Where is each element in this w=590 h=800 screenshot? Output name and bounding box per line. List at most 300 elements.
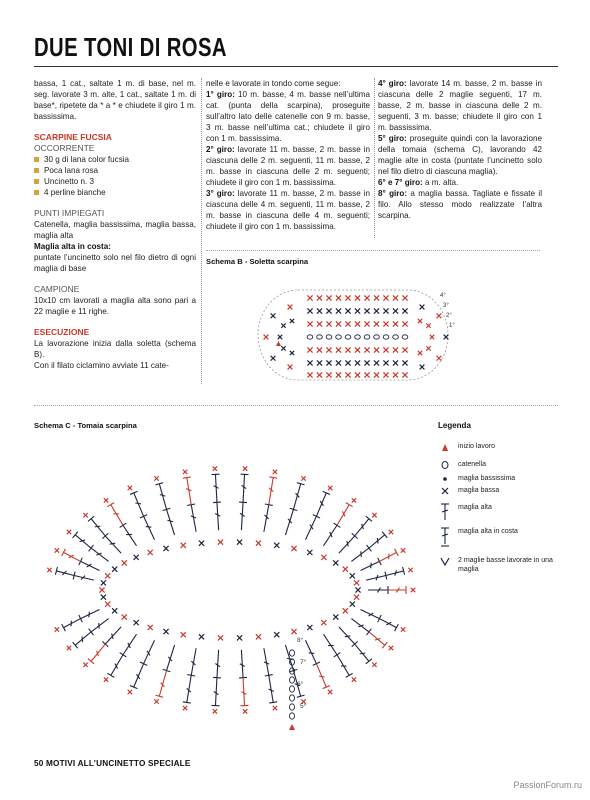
single-crochet-symbol <box>336 295 341 300</box>
double-crochet-symbol <box>351 545 371 562</box>
single-crochet-symbol <box>317 321 322 326</box>
double-crochet-symbol <box>89 545 109 562</box>
round-label: 3° <box>443 303 449 309</box>
stitch-stem <box>241 650 243 678</box>
column-divider <box>201 78 202 384</box>
single-crochet-symbol <box>345 347 350 352</box>
single-crochet-symbol <box>364 295 369 300</box>
stitch-top <box>183 477 191 478</box>
double-crochet-symbol <box>73 572 94 581</box>
single-crochet-symbol <box>183 470 187 474</box>
chain-symbol <box>317 335 323 339</box>
chain-symbol <box>290 704 295 710</box>
single-crochet-symbol <box>181 632 186 637</box>
single-crochet-symbol <box>213 466 217 470</box>
stitch-bar <box>347 541 349 546</box>
double-crochet-symbol <box>73 632 91 648</box>
stitch-stem <box>379 619 396 628</box>
single-crochet-symbol <box>307 550 312 555</box>
single-crochet-symbol <box>374 360 379 365</box>
single-crochet-symbol <box>374 372 379 377</box>
single-crochet-symbol <box>389 530 393 534</box>
double-crochet-symbol <box>337 655 353 678</box>
stitch-top <box>334 653 341 657</box>
stitch-stem <box>369 632 385 645</box>
triangle-icon <box>438 442 452 454</box>
stitch-stem <box>339 536 355 553</box>
stitch-stem <box>144 516 155 539</box>
schema-b-diagram <box>250 280 470 390</box>
single-crochet-symbol <box>148 550 153 555</box>
single-crochet-symbol <box>383 372 388 377</box>
single-crochet-symbol <box>317 360 322 365</box>
stitch-top <box>107 673 114 677</box>
round-label: 5° giro: <box>378 134 407 143</box>
single-crochet-symbol <box>301 476 305 480</box>
double-crochet-symbol <box>140 640 155 665</box>
single-crochet-symbol <box>402 295 407 300</box>
stitch-top <box>346 503 353 507</box>
stitch-stem <box>144 640 155 663</box>
round-1 <box>206 89 370 144</box>
stitch-stem <box>361 609 380 618</box>
stitch-stem <box>323 634 337 655</box>
legend-label: maglia bassa <box>458 487 500 494</box>
single-crochet-symbol <box>354 595 359 600</box>
single-crochet-symbol <box>317 295 322 300</box>
legend-item <box>438 556 554 574</box>
double-crochet-symbol <box>155 671 166 698</box>
stitch-stem <box>134 493 144 516</box>
stitch-stem <box>111 655 123 676</box>
magazine-name: MOTIVI ALL’UNCINETTO SPECIALE <box>46 759 191 768</box>
single-crochet-symbol <box>408 568 412 572</box>
double-crochet-symbol <box>140 515 155 540</box>
list-item: 30 g di lana color fucsia <box>34 154 196 165</box>
v-increase-icon <box>438 556 452 568</box>
single-crochet-symbol <box>101 595 106 600</box>
single-crochet-symbol <box>364 321 369 326</box>
round-6-7 <box>378 177 542 188</box>
single-crochet-symbol <box>218 635 223 640</box>
double-crochet-symbol <box>285 508 297 535</box>
schema-c-diagram <box>40 440 420 745</box>
stitch-stem <box>75 632 91 645</box>
stitch-top <box>395 624 399 631</box>
stitch-bar <box>135 503 141 504</box>
single-crochet-symbol <box>321 555 326 560</box>
single-crochet-symbol <box>354 580 359 585</box>
single-crochet-symbol <box>99 587 104 592</box>
round-8 <box>378 188 542 221</box>
legend-item <box>438 474 554 486</box>
single-crochet-symbol <box>430 335 434 339</box>
single-crochet-symbol <box>336 372 341 377</box>
double-crochet-symbol <box>305 640 320 665</box>
special-stitch-text: puntate l’uncinetto solo nel filo dietro di ogni maglia di base <box>34 253 196 273</box>
chain-symbol <box>307 335 313 339</box>
stitch-stem <box>339 627 355 644</box>
single-crochet-symbol <box>336 308 341 313</box>
list-item: Uncinetto n. 3 <box>34 176 196 187</box>
col1-intro: bassa, 1 cat., saltate 1 m. di base, nel m. seg. lavorate 3 m. alte, 1 cat., saltate 1 m. di base*, ripetete da * a * e chiudete il giro 1 m. bassissima. <box>34 79 196 121</box>
double-crochet-symbol <box>73 532 91 548</box>
double-crochet-symbol <box>366 572 387 581</box>
single-crochet-symbol <box>393 308 398 313</box>
double-crochet-symbol <box>55 567 74 575</box>
double-crochet-symbol <box>163 508 175 535</box>
double-crochet-symbol <box>239 502 247 530</box>
stitch-bar <box>89 612 90 618</box>
single-crochet-symbol <box>418 319 422 323</box>
single-crochet-symbol <box>128 690 132 694</box>
stitch-stem <box>123 525 137 546</box>
single-crochet-symbol <box>402 372 407 377</box>
single-crochet-symbol <box>345 295 350 300</box>
single-crochet-symbol <box>355 321 360 326</box>
legend-item <box>438 503 554 523</box>
single-crochet-symbol <box>393 360 398 365</box>
double-crochet-symbol <box>264 504 273 532</box>
single-crochet-symbol <box>374 321 379 326</box>
legend-label: 2 maglie basse lavorate in una maglia <box>458 557 553 573</box>
single-crochet-symbol <box>364 347 369 352</box>
materials-heading: OCCORRENTE <box>34 143 95 153</box>
single-crochet-symbol <box>420 305 425 310</box>
legend-item <box>438 460 554 472</box>
stitch-top <box>269 702 277 703</box>
stitch-stem <box>293 484 300 510</box>
double-crochet-symbol <box>155 483 166 510</box>
stitch-stem <box>215 678 216 706</box>
single-crochet-symbol <box>112 567 117 572</box>
single-crochet-symbol <box>317 372 322 377</box>
stitch-top <box>89 629 94 635</box>
double-crochet-symbol <box>361 558 382 571</box>
stitch-stem <box>241 502 243 530</box>
schema-c-caption: Schema C - Tomaia scarpina <box>34 421 137 430</box>
double-crochet-symbol <box>211 678 219 706</box>
single-crochet-symbol <box>355 587 360 592</box>
execution-text-1: La lavorazione inizia dalla soletta (schema B). <box>34 339 196 359</box>
round-label: 3° giro: <box>206 189 235 198</box>
page-title: DUE TONI DI ROSA <box>34 32 227 62</box>
single-crochet-symbol <box>243 466 247 470</box>
single-crochet-symbol <box>437 356 442 361</box>
list-item: 4 perline bianche <box>34 187 196 198</box>
single-crochet-symbol <box>154 699 158 703</box>
execution-text-2: Con il filato ciclamino avviate 11 cate- <box>34 361 169 370</box>
stitch-stem <box>123 634 137 655</box>
single-crochet-symbol <box>213 709 217 713</box>
single-crochet-symbol <box>264 335 269 340</box>
chain-symbol <box>383 335 389 339</box>
single-crochet-symbol <box>104 677 108 681</box>
stitch-stem <box>159 671 166 697</box>
title-rule <box>34 66 558 67</box>
double-crochet-symbol <box>89 619 109 636</box>
chain-symbol <box>345 335 351 339</box>
single-crochet-symbol <box>271 356 276 361</box>
stitch-stem <box>355 644 369 661</box>
double-crochet-symbol <box>88 644 105 664</box>
start-triangle-icon <box>289 724 295 730</box>
double-crochet-symbol <box>130 491 144 516</box>
legend-label: maglia bassissima <box>458 475 516 482</box>
schema-b-top-rule <box>206 250 540 251</box>
stitch-stem <box>105 536 121 553</box>
legend-title: Legenda <box>438 421 471 430</box>
stitch-bar <box>360 653 366 654</box>
single-crochet-symbol <box>326 295 331 300</box>
single-crochet-symbol <box>237 635 242 640</box>
double-crochet-symbol <box>213 502 221 530</box>
chain-symbol <box>290 713 295 719</box>
stitch-stem <box>379 552 396 561</box>
stitch-bar <box>345 636 351 637</box>
col2-intro: nelle e lavorate in tondo come segue: <box>206 79 341 88</box>
stitch-bar <box>110 543 116 544</box>
stitch-stem <box>187 478 191 505</box>
double-crochet-symbol <box>368 586 388 594</box>
dot-icon <box>438 474 452 486</box>
double-crochet-symbol <box>130 664 144 689</box>
round-label: 8° <box>297 637 304 644</box>
stitch-top <box>346 673 353 677</box>
single-crochet-symbol <box>122 560 127 565</box>
single-crochet-symbol <box>307 308 312 313</box>
single-crochet-symbol <box>291 629 296 634</box>
stitch-stem <box>285 645 293 671</box>
single-crochet-symbol <box>411 588 415 592</box>
legend-item <box>438 527 554 549</box>
stitch-stem <box>91 519 105 536</box>
stitch-stem <box>134 664 144 687</box>
double-crochet-symbol <box>323 634 340 657</box>
legend-label: maglia alta in costa <box>458 528 518 535</box>
text-column-1 <box>34 78 196 371</box>
single-crochet-symbol <box>83 513 87 517</box>
double-crochet-symbol <box>269 477 277 505</box>
single-crochet-symbol <box>181 543 186 548</box>
round-label: 4° giro: <box>378 79 407 88</box>
double-crochet-symbol <box>264 648 273 676</box>
stitch-bar <box>82 636 83 642</box>
single-crochet-symbol <box>328 690 332 694</box>
watermark: PassionForum.ru <box>513 780 582 790</box>
chain-symbol <box>364 335 370 339</box>
chain-symbol <box>374 335 380 339</box>
single-crochet-symbol <box>393 321 398 326</box>
single-crochet-symbol <box>355 347 360 352</box>
text-column-3 <box>378 78 542 221</box>
single-crochet-symbol <box>402 347 407 352</box>
round-label: 4° <box>440 293 446 299</box>
single-crochet-symbol <box>134 620 139 625</box>
single-crochet-symbol <box>343 608 348 613</box>
stitch-bar <box>371 563 372 569</box>
round-label: 2° giro: <box>206 145 235 154</box>
single-crochet-symbol <box>128 486 132 490</box>
single-crochet-symbol <box>336 347 341 352</box>
single-crochet-symbol <box>352 677 356 681</box>
double-crochet-symbol <box>323 523 340 546</box>
single-crochet-symbol <box>333 560 338 565</box>
single-crochet-symbol <box>112 608 117 613</box>
single-crochet-symbol <box>383 308 388 313</box>
single-crochet-symbol <box>105 573 110 578</box>
single-crochet-symbol <box>281 346 285 350</box>
round-label: 6° <box>297 681 304 688</box>
stitch-top <box>62 624 66 631</box>
stitch-stem <box>217 650 219 678</box>
single-crochet-symbol <box>243 709 247 713</box>
single-crochet-symbol <box>199 634 204 639</box>
double-crochet-symbol <box>369 632 387 648</box>
double-crochet-symbol <box>355 516 372 536</box>
single-crochet-symbol <box>67 530 71 534</box>
stitch-stem <box>159 484 166 510</box>
stitch-stem <box>305 516 316 539</box>
single-crochet-symbol <box>122 614 127 619</box>
legend-label: maglia alta <box>458 504 492 511</box>
single-crochet-symbol <box>437 313 442 318</box>
double-crochet-symbol <box>379 619 398 632</box>
single-crochet-symbol <box>55 548 59 552</box>
double-crochet-symbol <box>187 648 196 676</box>
chain-symbol <box>290 650 295 656</box>
single-crochet-symbol <box>345 308 350 313</box>
special-stitch-title: Maglia alta in costa: <box>34 242 111 251</box>
single-crochet-symbol <box>345 321 350 326</box>
single-crochet-symbol <box>333 614 338 619</box>
double-crochet-symbol <box>163 645 175 672</box>
stitch-stem <box>337 505 349 526</box>
single-crochet-symbol <box>393 295 398 300</box>
single-crochet-symbol <box>350 602 355 607</box>
execution-heading: ESECUZIONE <box>34 327 90 337</box>
single-crochet-symbol <box>256 541 261 546</box>
single-crochet-symbol <box>355 360 360 365</box>
single-crochet-symbol <box>343 567 348 572</box>
round-text: lavorate 11 m. basse, 2 m. basse in ciascuna delle 4 m. seguenti, 11 m. basse, 2 m. basse in ciascuna delle 4 m. seguenti; chiudete il giro con 1 m. bassissima. <box>206 189 370 231</box>
single-crochet-symbol <box>402 360 407 365</box>
double-crochet-symbol <box>339 627 358 647</box>
round-text: lavorate 14 m. basse, 2 m. basse in ciascuna delle 2 maglie seguenti, 17 m. basse, 2 m. basse in ciascuna delle 2 m. seguenti, 3 m. basse; chiudete il giro con 1 m. bassissima. <box>378 79 543 132</box>
stitch-stem <box>105 627 121 644</box>
double-crochet-symbol <box>88 516 105 536</box>
tall-stitch-icon <box>438 503 452 523</box>
stitch-stem <box>64 552 81 561</box>
double-crochet-symbol <box>62 619 81 632</box>
single-crochet-symbol <box>163 629 168 634</box>
stitch-stem <box>361 561 380 570</box>
round-2 <box>206 144 370 188</box>
single-crochet-symbol <box>326 372 331 377</box>
double-crochet-symbol <box>213 650 221 678</box>
double-crochet-symbol <box>79 609 100 622</box>
single-crochet-symbol <box>199 541 204 546</box>
round-text: 10 m. basse, 4 m. basse nell’ultima cat. (punta della scarpina), proseguite sull’altro lato delle catenelle con 9 m. basse, 3 m. basse nell’ultima cat.; chiudete il giro con 1 m. bassissima. <box>206 90 370 143</box>
list-item: Poca lana rosa <box>34 165 196 176</box>
double-crochet-symbol <box>355 644 372 664</box>
stitches-heading: PUNTI IMPIEGATI <box>34 208 105 218</box>
gauge-heading: CAMPIONE <box>34 284 80 294</box>
stitch-stem <box>111 505 123 526</box>
stitch-top <box>62 549 66 556</box>
round-label: 6° e 7° giro: <box>378 178 423 187</box>
single-crochet-symbol <box>401 627 405 631</box>
stitch-bar <box>146 527 152 528</box>
double-crochet-symbol <box>107 503 123 526</box>
double-crochet-symbol <box>183 675 191 703</box>
single-crochet-symbol <box>134 555 139 560</box>
stitch-stem <box>91 619 109 632</box>
text-column-2 <box>206 78 370 232</box>
stitch-stem <box>323 525 337 546</box>
single-crochet-symbol <box>67 646 71 650</box>
round-label: 5° <box>300 703 307 710</box>
single-crochet-symbol <box>350 573 355 578</box>
schema-c-top-rule <box>34 405 558 406</box>
single-crochet-symbol <box>307 625 312 630</box>
single-crochet-symbol <box>271 313 276 318</box>
double-crochet-symbol <box>316 664 330 689</box>
stitch-stem <box>81 561 100 570</box>
double-crochet-symbol <box>293 483 304 510</box>
sole-outline <box>258 290 448 380</box>
column-divider <box>374 78 375 238</box>
stitch-stem <box>243 678 244 706</box>
stitch-stem <box>269 675 273 702</box>
single-crochet-symbol <box>401 548 405 552</box>
double-crochet-symbol <box>269 675 278 703</box>
single-crochet-symbol <box>274 632 279 637</box>
double-crochet-symbol <box>388 586 406 594</box>
stitch-stem <box>91 548 109 561</box>
double-crochet-symbol <box>369 532 387 548</box>
single-crochet-symbol <box>290 351 294 355</box>
double-crochet-symbol <box>386 567 405 576</box>
single-crochet-symbol <box>355 295 360 300</box>
double-crochet-symbol <box>120 523 137 546</box>
stitch-stem <box>337 655 349 676</box>
round-text: lavorate 11 m. basse, 2 m. basse in ciascuna delle 2 m. seguenti, 11 m. basse, 2 m. basse in ciascuna delle 2 m. seguenti; chiudete il giro con 1 m. bassissima. <box>206 145 370 187</box>
single-crochet-symbol <box>393 347 398 352</box>
single-crochet-symbol <box>291 546 296 551</box>
single-crochet-symbol <box>307 347 312 352</box>
stitch-bar <box>112 634 114 639</box>
stitch-bar <box>309 653 315 654</box>
single-crochet-symbol <box>383 321 388 326</box>
single-crochet-symbol <box>307 295 312 300</box>
single-crochet-symbol <box>402 308 407 313</box>
cross-icon <box>438 486 452 498</box>
round-label: 2° <box>446 313 452 319</box>
stitch-stem <box>215 474 216 502</box>
stitch-stem <box>351 548 369 561</box>
stitch-stem <box>351 619 369 632</box>
legend-item <box>438 442 554 454</box>
double-crochet-symbol <box>120 634 137 657</box>
round-text: a maglia bassa. Tagliate e fissate il filo. Allo stesso modo realizzate l’altra scarpina. <box>378 189 543 220</box>
single-crochet-symbol <box>383 360 388 365</box>
page-footer <box>34 759 191 768</box>
stitch-bar <box>96 553 101 555</box>
stitches-text: Catenella, maglia bassissima, maglia bassa, maglia alta <box>34 220 196 240</box>
single-crochet-symbol <box>237 540 242 545</box>
stitch-bar <box>358 625 363 627</box>
